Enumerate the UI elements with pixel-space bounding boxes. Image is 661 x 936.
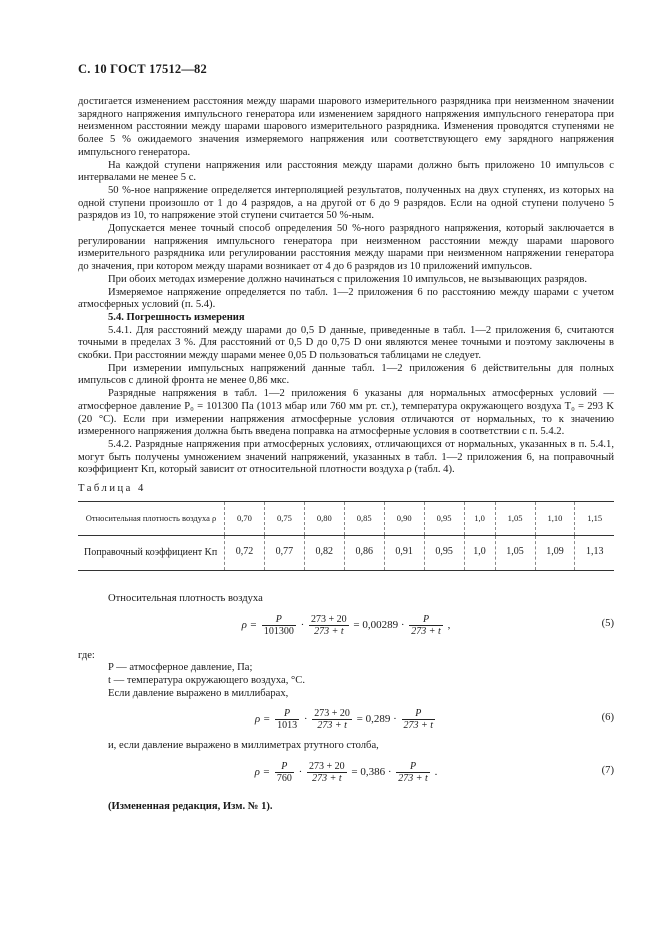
fraction: $\frac{P}{1013}$ xyxy=(277,708,298,732)
table-cell: 0,91 xyxy=(384,535,424,570)
section-heading: 5.4. Погрешность измерения xyxy=(108,311,245,323)
table-cell: 1,09 xyxy=(535,535,575,570)
formula-lhs: ρ = xyxy=(254,766,271,779)
table-cell: 0,82 xyxy=(304,535,344,570)
fraction: $\frac{P}{101300}$ xyxy=(263,613,294,637)
page-header: С. 10 ГОСТ 17512—82 xyxy=(78,62,207,76)
table-caption: Таблица 4 xyxy=(78,483,146,495)
paragraph: Измеряемое напряжение определяется по табл. 1—2 приложения 6 по расстоянию между шарами с учетом атмосферных условий (п. 5.4). xyxy=(78,286,614,311)
formula-mid: = 0,386 · xyxy=(351,766,392,779)
table-cell: 1,15 xyxy=(575,501,614,535)
formula-lhs: ρ = xyxy=(241,618,258,631)
condition-text: Если давление выражено в миллибарах, xyxy=(108,687,289,699)
fraction: $\frac{273 + 20}{273 + t}$ xyxy=(311,613,347,637)
table-cell: 1,13 xyxy=(575,535,614,570)
definitions xyxy=(78,662,614,700)
paragraph: достигается изменением расстояния между шарами шарового измерительного разрядника при неизменном значении зарядного напряжения импульсного генератора или изменением зарядного напряжения импульсного генератора при неизменном расстоянии между шарами шарового измерительного разрядника. Изменения проводятся ступенями не более 5 % ожидаемого значения измеряемого напряжения или соответствующего ему зарядного напряжения импульсного генератора. xyxy=(78,96,614,158)
paragraph: 5.4.1. Для расстояний между шарами до 0,5 D данные, приведенные в табл. 1—2 приложения 6, считаются точными в пределах 3 %. Для расстояний от 0,5 D до 0,75 D они являются менее точными и поэтому заключены в скобки. При расстоянии между шарами менее 0,05 D пользоваться таблицами не следует. xyxy=(78,324,614,362)
correction-table xyxy=(78,501,614,571)
table-cell: 0,77 xyxy=(264,535,304,570)
table-cell: 0,95 xyxy=(424,535,464,570)
document-body xyxy=(78,96,614,814)
fraction: $\frac{P}{273 + t}$ xyxy=(398,761,428,785)
table-row-density xyxy=(78,501,614,535)
definition: t — температура окружающего воздуха, °С. xyxy=(108,674,305,686)
fraction: $\frac{P}{760}$ xyxy=(276,761,292,785)
formula-lhs: ρ = xyxy=(254,713,271,726)
formula-7: ρ = $\frac{P}{760}$ · $\frac{273 + 20}{273 + t}$ = 0,386 · $\frac{P}{273 + t}$ . (7) xyxy=(254,761,614,785)
formula-tail: . xyxy=(434,766,438,779)
formula-mid: = 0,289 · xyxy=(356,713,397,726)
paragraph: Допускается менее точный способ определения 50 %-ного разрядного напряжения, который заключается в регулировании напряжения импульсного генератора при неизменном расстоянии между шарами шарового измерительного разрядника или регулировании расстояния между шарами при неизменном напряжении генератора до значения, при котором между шарами возникает от 4 до 6 разрядов из 10 приложений импульсов. xyxy=(78,223,614,273)
table-cell: 1,05 xyxy=(495,501,535,535)
formula-number: (6) xyxy=(601,712,614,724)
table-cell: 1,05 xyxy=(495,535,535,570)
where-label: где: xyxy=(78,649,95,661)
paragraph: 5.4.2. Разрядные напряжения при атмосферных условиях, отличающихся от нормальных, указанных в п. 5.4.1, могут быть получены умножением значений напряжений, указанных в табл. 1—2 приложения 6, на поправочный коэффициент Kп, который зависит от относительной плотности воздуха ρ (табл. 4). xyxy=(78,438,614,476)
table-cell: 0,86 xyxy=(344,535,384,570)
formula-number: (5) xyxy=(601,617,614,629)
paragraph: При измерении импульсных напряжений данные табл. 1—2 приложения 6 действительны для полных импульсов с длиной фронта не менее 0,86 мкс. xyxy=(78,362,614,387)
paragraph: Разрядные напряжения в табл. 1—2 приложения 6 указаны для нормальных атмосферных условий — атмосферное давление P₀ = 101300 Па (1013 мбар или 760 мм рт. ст.), температура окружающего воздуха T₀ = 293 K (20 °C). Если при измерении напряжения атмосферные условия отличаются от нормальных, то к значению измеренного напряжения должна быть введена поправка на атмосферные условия в соответствии с п. 5.4.2. xyxy=(78,388,614,438)
paragraph: При обоих методах измерение должно начинаться с приложения 10 импульсов, не вызывающих разрядов. xyxy=(108,273,588,285)
paragraph: На каждой ступени напряжения или расстояния между шарами должно быть приложено 10 импульсов с интервалами не менее 5 с. xyxy=(78,159,614,184)
table-cell: 0,75 xyxy=(264,501,304,535)
formula-5: ρ = $\frac{P}{101300}$ · $\frac{273 + 20}{273 + t}$ = 0,00289 · $\frac{P}{273 + t}$ , (5) xyxy=(241,613,614,637)
formula-tail: , xyxy=(447,618,451,631)
table-cell: 0,70 xyxy=(225,501,265,535)
table-cell: 0,72 xyxy=(225,535,265,570)
table-cell: 1,0 xyxy=(464,535,495,570)
fraction: $\frac{P}{273 + t}$ xyxy=(403,708,434,732)
fraction: $\frac{273 + 20}{273 + t}$ xyxy=(314,708,350,732)
table-cell: 0,90 xyxy=(384,501,424,535)
definition: P — атмосферное давление, Па; xyxy=(108,662,253,674)
formula-mid: = 0,00289 · xyxy=(353,618,405,631)
formula-6: ρ = $\frac{P}{1013}$ · $\frac{273 + 20}{273 + t}$ = 0,289 · $\frac{P}{273 + t}$ (6) xyxy=(254,708,614,732)
paragraph: 50 %-ное напряжение определяется интерполяцией результатов, полученных на двух ступенях, из которых на одной ступени произошло от 1 до 4 разрядов, а на другой от 6 до 9 разрядов. Если на одной ступени получено 5 разрядов из 10, то напряжение этой ступени считается 50 %-ным. xyxy=(78,184,614,222)
edition-note: (Измененная редакция, Изм. № 1). xyxy=(108,801,273,813)
table-cell: 0,80 xyxy=(304,501,344,535)
table-row-coefficient xyxy=(78,535,614,570)
table-cell: 0,95 xyxy=(424,501,464,535)
table-cell: 1,10 xyxy=(535,501,575,535)
formula-intro: Относительная плотность воздуха xyxy=(108,592,263,604)
formula-number: (7) xyxy=(601,765,614,777)
table-cell: 0,85 xyxy=(344,501,384,535)
fraction: $\frac{P}{273 + t}$ xyxy=(411,613,441,637)
condition-text: и, если давление выражено в миллиметрах ртутного столба, xyxy=(108,740,379,752)
table-cell: 1,0 xyxy=(464,501,495,535)
fraction: $\frac{273 + 20}{273 + t}$ xyxy=(309,761,345,785)
row-label-density: Относительная плотность воздуха ρ xyxy=(78,501,225,535)
row-label-coefficient: Поправочный коэффициент Kп xyxy=(78,535,225,570)
